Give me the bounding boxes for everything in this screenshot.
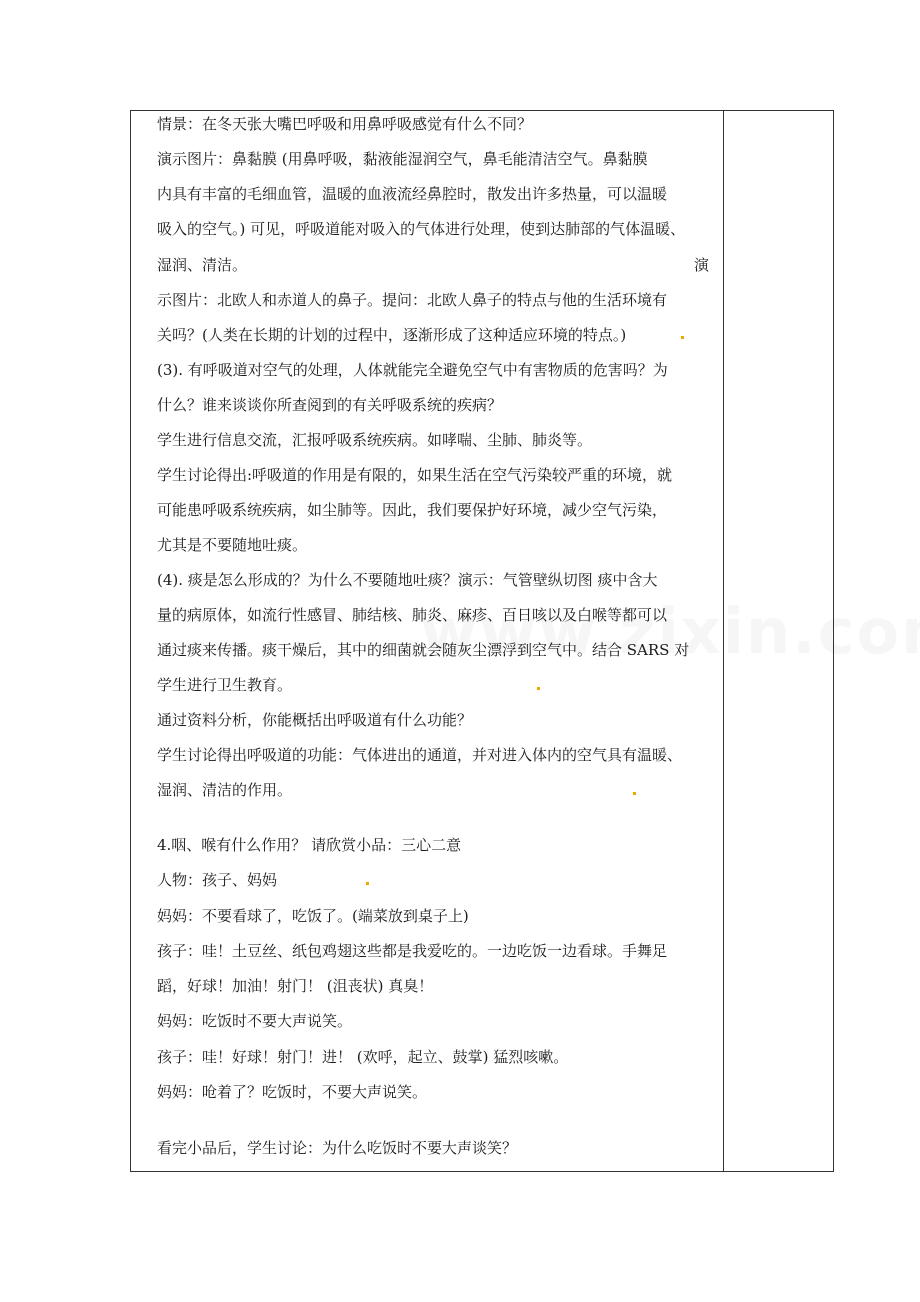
text-line: 妈妈：不要看球了，吃饭了。(端菜放到桌子上) xyxy=(157,907,469,925)
text-line: 情景：在冬天张大嘴巴呼吸和用鼻呼吸感觉有什么不同？ xyxy=(157,115,533,133)
text-line: 湿润、清洁的作用。 xyxy=(157,781,293,799)
text-line xyxy=(157,255,723,275)
text-line: 可能患呼吸系统疾病，如尘肺等。因此，我们要保护好环境，减少空气污染， xyxy=(157,501,668,519)
text-line: 什么？谁来谈谈你所查阅到的有关呼吸系统的疾病？ xyxy=(157,396,503,414)
text-line: 学生讨论得出呼吸道的功能：气体进出的通道，并对进入体内的空气具有温暖、 xyxy=(157,746,683,764)
text-line: 看完小品后，学生讨论：为什么吃饭时不要大声谈笑？ xyxy=(157,1139,518,1157)
marker-dot xyxy=(681,336,684,339)
text-line-start: 湿润、清洁。 xyxy=(157,256,248,274)
text-line: 示图片：北欧人和赤道人的鼻子。提问：北欧人鼻子的特点与他的生活环境有 xyxy=(157,291,668,309)
marker-dot xyxy=(633,792,636,795)
text-line: 演示图片：鼻黏膜 (用鼻呼吸，黏液能湿润空气，鼻毛能清洁空气。鼻黏膜 xyxy=(157,150,648,168)
text-line: (4). 痰是怎么形成的？为什么不要随地吐痰？演示：气管壁纵切图 痰中含大 xyxy=(157,571,658,589)
text-line: 人物：孩子、妈妈 xyxy=(157,871,278,889)
text-line: 孩子：哇！好球！射门！进！ (欢呼，起立、鼓掌) 猛烈咳嗽。 xyxy=(157,1048,569,1066)
text-line: 孩子：哇！土豆丝、纸包鸡翅这些都是我爱吃的。一边吃饭一边看球。手舞足 xyxy=(157,942,668,960)
column-divider xyxy=(723,111,724,1171)
text-line: 妈妈：呛着了？吃饭时，不要大声说笑。 xyxy=(157,1083,428,1101)
marker-dot xyxy=(537,687,540,690)
text-line: 通过资料分析，你能概括出呼吸道有什么功能？ xyxy=(157,711,473,729)
text-line-end: 演 xyxy=(693,256,709,274)
text-line: 吸入的空气。) 可见，呼吸道能对吸入的气体进行处理，使到达肺部的气体温暖、 xyxy=(157,220,686,238)
text-line: 学生讨论得出:呼吸道的作用是有限的，如果生活在空气污染较严重的环境，就 xyxy=(157,466,673,484)
text-line: 蹈，好球！加油！射门！ (沮丧状) 真臭！ xyxy=(157,977,434,995)
text-line: 关吗？(人类在长期的计划的过程中，逐渐形成了这种适应环境的特点。) xyxy=(157,326,627,344)
text-line: 量的病原体，如流行性感冒、肺结核、肺炎、麻疹、百日咳以及白喉等都可以 xyxy=(157,606,668,624)
text-line: 尤其是不要随地吐痰。 xyxy=(157,536,308,554)
text-line: 通过痰来传播。痰干燥后，其中的细菌就会随灰尘漂浮到空气中。结合 SARS 对 xyxy=(157,641,690,659)
text-line: 内具有丰富的毛细血管，温暖的血液流经鼻腔时，散发出许多热量，可以温暖 xyxy=(157,185,668,203)
text-line: 学生进行信息交流，汇报呼吸系统疾病。如哮喘、尘肺、肺炎等。 xyxy=(157,431,593,449)
text-line: 妈妈：吃饭时不要大声说笑。 xyxy=(157,1012,353,1030)
text-line: 学生进行卫生教育。 xyxy=(157,676,293,694)
marker-dot xyxy=(366,882,369,885)
text-line: (3). 有呼吸道对空气的处理，人体就能完全避免空气中有害物质的危害吗？为 xyxy=(157,361,668,379)
text-line: 4.咽、喉有什么作用？ 请欣赏小品：三心二意 xyxy=(157,836,462,854)
